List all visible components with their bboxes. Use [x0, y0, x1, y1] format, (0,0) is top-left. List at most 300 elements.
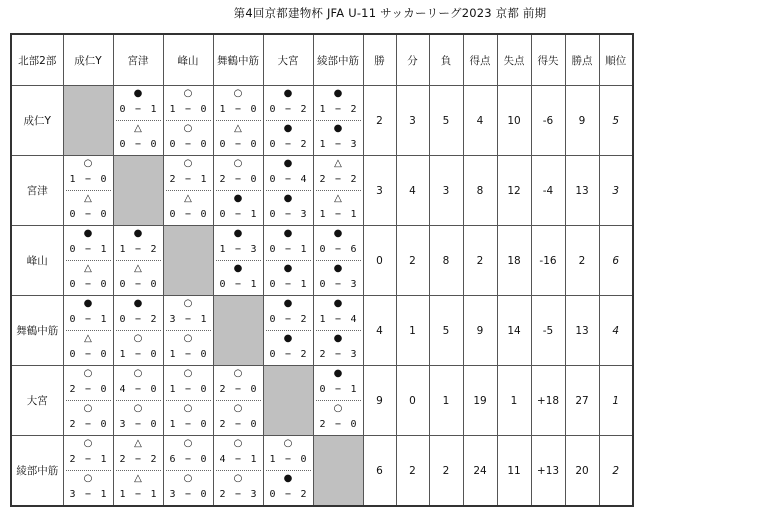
score-for: 0 — [119, 104, 126, 115]
first-round-result — [214, 156, 263, 190]
score-against: 0 — [200, 454, 207, 465]
second-round-result — [264, 191, 313, 225]
score-against: 0 — [250, 174, 257, 185]
score-against: 2 — [350, 104, 357, 115]
result-mark: ● — [283, 333, 293, 344]
score-against: 0 — [250, 419, 257, 430]
score-for: 1 — [119, 349, 126, 360]
second-round-result — [164, 471, 213, 505]
score-against: 0 — [150, 384, 157, 395]
result-mark: △ — [84, 333, 92, 344]
score-separator: − — [234, 104, 242, 115]
column-team: 大宮 — [263, 34, 313, 86]
score-against: 3 — [350, 349, 357, 360]
stat-goals-against: 12 — [497, 156, 531, 226]
row-team: 舞鶴中筋 — [11, 296, 63, 366]
match-cell — [313, 86, 363, 156]
match-cell — [263, 226, 313, 296]
self-match-cell — [213, 296, 263, 366]
score-against: 0 — [100, 349, 107, 360]
stat-points: 20 — [565, 436, 599, 507]
first-round-result — [214, 436, 263, 470]
self-match-cell — [263, 366, 313, 436]
result-mark: ○ — [83, 473, 93, 484]
stat-goals-for: 2 — [463, 226, 497, 296]
score-against: 3 — [250, 489, 257, 500]
score-for: 0 — [319, 244, 326, 255]
score-against: 0 — [250, 104, 257, 115]
score-separator: − — [334, 314, 342, 325]
score-for: 1 — [319, 209, 326, 220]
first-round-result — [314, 296, 363, 330]
match-cell — [113, 296, 163, 366]
second-round-result — [314, 191, 363, 225]
second-round-result — [164, 191, 213, 225]
result-mark: △ — [234, 123, 242, 134]
first-round-result — [214, 366, 263, 400]
second-round-result — [114, 401, 163, 435]
table-row — [11, 366, 633, 436]
score-separator: − — [134, 279, 142, 290]
score-against: 0 — [200, 419, 207, 430]
first-round-result — [64, 296, 113, 330]
score-against: 1 — [150, 489, 157, 500]
score-against: 6 — [350, 244, 357, 255]
match-cell — [213, 226, 263, 296]
score-separator: − — [334, 139, 342, 150]
score-separator: − — [234, 279, 242, 290]
score-separator: − — [284, 279, 292, 290]
score-separator: − — [334, 244, 342, 255]
result-mark: ● — [283, 123, 293, 134]
column-team: 舞鶴中筋 — [213, 34, 263, 86]
result-mark: ● — [333, 228, 343, 239]
score-separator: − — [334, 104, 342, 115]
score-for: 0 — [169, 139, 176, 150]
first-round-result — [164, 156, 213, 190]
first-round-result — [64, 436, 113, 470]
score-separator: − — [184, 139, 192, 150]
score-for: 0 — [219, 139, 226, 150]
first-round-result — [164, 86, 213, 120]
match-cell — [263, 156, 313, 226]
result-mark: ○ — [283, 438, 293, 449]
second-round-result — [214, 471, 263, 505]
score-against: 1 — [100, 244, 107, 255]
result-mark: ○ — [233, 403, 243, 414]
first-round-result — [264, 436, 313, 470]
result-mark: △ — [134, 473, 142, 484]
score-for: 2 — [319, 349, 326, 360]
score-for: 2 — [219, 419, 226, 430]
result-mark: ● — [83, 298, 93, 309]
score-against: 3 — [350, 139, 357, 150]
self-match-cell — [163, 226, 213, 296]
score-for: 0 — [69, 279, 76, 290]
column-points: 勝点 — [565, 34, 599, 86]
stat-wins: 2 — [363, 86, 396, 156]
score-separator: − — [234, 209, 242, 220]
score-for: 1 — [119, 489, 126, 500]
result-mark: ● — [283, 473, 293, 484]
result-mark: ○ — [83, 158, 93, 169]
match-cell — [113, 226, 163, 296]
score-separator: − — [84, 174, 92, 185]
stat-draws: 2 — [396, 226, 429, 296]
table-row — [11, 226, 633, 296]
league-table — [10, 33, 634, 507]
row-team: 成仁Y — [11, 86, 63, 156]
match-cell — [163, 436, 213, 507]
second-round-result — [114, 121, 163, 155]
result-mark: ○ — [183, 473, 193, 484]
table-row — [11, 436, 633, 507]
score-for: 2 — [219, 384, 226, 395]
score-separator: − — [234, 244, 242, 255]
score-separator: − — [184, 454, 192, 465]
score-against: 3 — [300, 209, 307, 220]
second-round-result — [114, 331, 163, 365]
result-mark: ● — [233, 263, 243, 274]
self-match-cell — [113, 156, 163, 226]
score-against: 2 — [300, 349, 307, 360]
result-mark: ○ — [183, 123, 193, 134]
score-for: 0 — [119, 314, 126, 325]
score-for: 0 — [69, 314, 76, 325]
result-mark: ○ — [233, 88, 243, 99]
first-round-result — [314, 366, 363, 400]
score-separator: − — [284, 314, 292, 325]
second-round-result — [114, 471, 163, 505]
second-round-result — [214, 261, 263, 295]
score-against: 2 — [300, 139, 307, 150]
stat-goals-against: 1 — [497, 366, 531, 436]
header-row — [11, 34, 633, 86]
column-losses: 負 — [429, 34, 463, 86]
stat-goal-diff: -4 — [531, 156, 565, 226]
score-against: 2 — [300, 104, 307, 115]
score-against: 0 — [150, 279, 157, 290]
match-cell — [63, 296, 113, 366]
score-separator: − — [184, 489, 192, 500]
result-mark: ● — [333, 88, 343, 99]
score-for: 2 — [319, 174, 326, 185]
score-against: 1 — [250, 209, 257, 220]
score-separator: − — [234, 419, 242, 430]
score-against: 1 — [100, 489, 107, 500]
result-mark: ○ — [183, 158, 193, 169]
first-round-result — [214, 86, 263, 120]
stat-losses: 1 — [429, 366, 463, 436]
result-mark: ● — [83, 228, 93, 239]
score-separator: − — [84, 279, 92, 290]
second-round-result — [264, 471, 313, 505]
score-against: 2 — [150, 454, 157, 465]
score-for: 0 — [269, 209, 276, 220]
score-against: 3 — [250, 244, 257, 255]
result-mark: ● — [233, 228, 243, 239]
score-separator: − — [84, 209, 92, 220]
score-against: 1 — [150, 104, 157, 115]
result-mark: △ — [334, 158, 342, 169]
result-mark: ○ — [183, 403, 193, 414]
result-mark: ○ — [183, 88, 193, 99]
match-cell — [163, 86, 213, 156]
score-against: 0 — [250, 139, 257, 150]
first-round-result — [264, 296, 313, 330]
score-for: 1 — [169, 419, 176, 430]
stat-points: 13 — [565, 156, 599, 226]
match-cell — [113, 436, 163, 507]
row-team: 綾部中筋 — [11, 436, 63, 507]
stat-losses: 8 — [429, 226, 463, 296]
score-separator: − — [334, 349, 342, 360]
score-against: 0 — [100, 279, 107, 290]
stat-rank: 4 — [599, 296, 633, 366]
score-against: 1 — [350, 384, 357, 395]
score-for: 3 — [169, 314, 176, 325]
score-for: 4 — [119, 384, 126, 395]
second-round-result — [114, 261, 163, 295]
score-separator: − — [184, 314, 192, 325]
match-cell — [213, 156, 263, 226]
score-against: 0 — [200, 209, 207, 220]
result-mark: ○ — [333, 403, 343, 414]
stat-goals-for: 24 — [463, 436, 497, 507]
second-round-result — [264, 261, 313, 295]
column-team: 宮津 — [113, 34, 163, 86]
score-separator: − — [134, 104, 142, 115]
first-round-result — [314, 86, 363, 120]
score-separator: − — [334, 174, 342, 185]
score-against: 0 — [200, 349, 207, 360]
score-separator: − — [84, 349, 92, 360]
stat-rank: 3 — [599, 156, 633, 226]
score-against: 0 — [100, 209, 107, 220]
second-round-result — [64, 331, 113, 365]
match-cell — [213, 366, 263, 436]
score-against: 4 — [300, 174, 307, 185]
result-mark: △ — [134, 438, 142, 449]
second-round-result — [314, 261, 363, 295]
score-against: 1 — [300, 279, 307, 290]
score-separator: − — [134, 244, 142, 255]
stat-goals-against: 10 — [497, 86, 531, 156]
result-mark: ● — [283, 193, 293, 204]
second-round-result — [314, 401, 363, 435]
result-mark: ○ — [183, 368, 193, 379]
result-mark: ● — [333, 123, 343, 134]
score-for: 6 — [169, 454, 176, 465]
score-for: 0 — [119, 279, 126, 290]
column-draws: 分 — [396, 34, 429, 86]
result-mark: ● — [283, 158, 293, 169]
score-for: 0 — [319, 279, 326, 290]
score-against: 0 — [200, 139, 207, 150]
first-round-result — [214, 226, 263, 260]
score-separator: − — [234, 489, 242, 500]
match-cell — [63, 436, 113, 507]
score-separator: − — [184, 384, 192, 395]
table-row — [11, 296, 633, 366]
stat-goal-diff: -6 — [531, 86, 565, 156]
score-for: 3 — [119, 419, 126, 430]
score-separator: − — [284, 489, 292, 500]
score-against: 1 — [100, 314, 107, 325]
stat-rank: 5 — [599, 86, 633, 156]
first-round-result — [114, 436, 163, 470]
score-against: 1 — [200, 314, 207, 325]
score-separator: − — [184, 104, 192, 115]
score-for: 2 — [69, 419, 76, 430]
score-against: 0 — [250, 384, 257, 395]
stat-draws: 0 — [396, 366, 429, 436]
score-for: 0 — [69, 209, 76, 220]
score-separator: − — [284, 209, 292, 220]
score-for: 3 — [69, 489, 76, 500]
score-against: 0 — [100, 419, 107, 430]
score-separator: − — [184, 209, 192, 220]
result-mark: ○ — [83, 438, 93, 449]
result-mark: △ — [134, 263, 142, 274]
stat-goals-for: 19 — [463, 366, 497, 436]
first-round-result — [264, 156, 313, 190]
result-mark: ● — [333, 298, 343, 309]
score-for: 2 — [69, 384, 76, 395]
score-against: 1 — [250, 454, 257, 465]
score-separator: − — [284, 139, 292, 150]
score-for: 0 — [269, 139, 276, 150]
result-mark: ○ — [233, 368, 243, 379]
score-for: 1 — [319, 314, 326, 325]
result-mark: ○ — [183, 333, 193, 344]
score-separator: − — [234, 454, 242, 465]
score-against: 4 — [350, 314, 357, 325]
score-for: 0 — [269, 349, 276, 360]
column-team: 峰山 — [163, 34, 213, 86]
column-goals-for: 得点 — [463, 34, 497, 86]
result-mark: ● — [283, 298, 293, 309]
score-for: 0 — [69, 244, 76, 255]
second-round-result — [164, 331, 213, 365]
column-rank: 順位 — [599, 34, 633, 86]
score-for: 0 — [119, 139, 126, 150]
stat-goals-against: 11 — [497, 436, 531, 507]
self-match-cell — [313, 436, 363, 507]
score-separator: − — [334, 384, 342, 395]
score-for: 2 — [319, 419, 326, 430]
first-round-result — [114, 86, 163, 120]
group-label: 北部2部 — [11, 34, 63, 86]
stat-goals-for: 4 — [463, 86, 497, 156]
stat-wins: 3 — [363, 156, 396, 226]
second-round-result — [214, 191, 263, 225]
score-against: 0 — [100, 174, 107, 185]
first-round-result — [164, 296, 213, 330]
match-cell — [213, 86, 263, 156]
score-against: 2 — [300, 314, 307, 325]
score-against: 1 — [100, 454, 107, 465]
first-round-result — [264, 86, 313, 120]
score-separator: − — [184, 419, 192, 430]
score-for: 0 — [269, 279, 276, 290]
column-goals-against: 失点 — [497, 34, 531, 86]
score-separator: − — [284, 244, 292, 255]
second-round-result — [314, 331, 363, 365]
score-separator: − — [334, 419, 342, 430]
stat-wins: 4 — [363, 296, 396, 366]
result-mark: △ — [184, 193, 192, 204]
score-against: 0 — [350, 419, 357, 430]
result-mark: ● — [333, 263, 343, 274]
stat-goals-against: 14 — [497, 296, 531, 366]
match-cell — [163, 156, 213, 226]
result-mark: ● — [283, 228, 293, 239]
result-mark: ● — [133, 88, 143, 99]
result-mark: ○ — [83, 368, 93, 379]
score-separator: − — [234, 384, 242, 395]
score-separator: − — [284, 454, 292, 465]
second-round-result — [64, 471, 113, 505]
stat-goal-diff: -16 — [531, 226, 565, 296]
score-separator: − — [134, 349, 142, 360]
result-mark: ○ — [233, 438, 243, 449]
match-cell — [163, 296, 213, 366]
stat-losses: 2 — [429, 436, 463, 507]
score-against: 2 — [350, 174, 357, 185]
score-separator: − — [184, 349, 192, 360]
page-title: 第4回京都建物杯 JFA U-11 サッカーリーグ2023 京都 前期 — [233, 6, 547, 20]
stat-wins: 0 — [363, 226, 396, 296]
result-mark: ○ — [183, 438, 193, 449]
score-for: 2 — [219, 174, 226, 185]
stat-goals-against: 18 — [497, 226, 531, 296]
score-for: 2 — [169, 174, 176, 185]
stat-wins: 9 — [363, 366, 396, 436]
second-round-result — [214, 401, 263, 435]
score-against: 2 — [150, 244, 157, 255]
result-mark: ○ — [233, 473, 243, 484]
stat-draws: 2 — [396, 436, 429, 507]
result-mark: ○ — [133, 333, 143, 344]
score-for: 1 — [169, 104, 176, 115]
score-against: 0 — [200, 384, 207, 395]
stat-goals-for: 9 — [463, 296, 497, 366]
stat-points: 13 — [565, 296, 599, 366]
score-separator: − — [184, 174, 192, 185]
match-cell — [63, 226, 113, 296]
match-cell — [263, 296, 313, 366]
result-mark: △ — [334, 193, 342, 204]
score-for: 0 — [269, 244, 276, 255]
score-separator: − — [284, 349, 292, 360]
column-team: 成仁Y — [63, 34, 113, 86]
score-separator: − — [84, 419, 92, 430]
stat-losses: 5 — [429, 86, 463, 156]
stat-goals-for: 8 — [463, 156, 497, 226]
column-wins: 勝 — [363, 34, 396, 86]
second-round-result — [64, 191, 113, 225]
score-separator: − — [334, 279, 342, 290]
result-mark: ● — [233, 193, 243, 204]
first-round-result — [164, 366, 213, 400]
column-team: 綾部中筋 — [313, 34, 363, 86]
stat-points: 9 — [565, 86, 599, 156]
stat-draws: 1 — [396, 296, 429, 366]
score-for: 1 — [169, 349, 176, 360]
score-for: 2 — [219, 489, 226, 500]
stat-points: 2 — [565, 226, 599, 296]
